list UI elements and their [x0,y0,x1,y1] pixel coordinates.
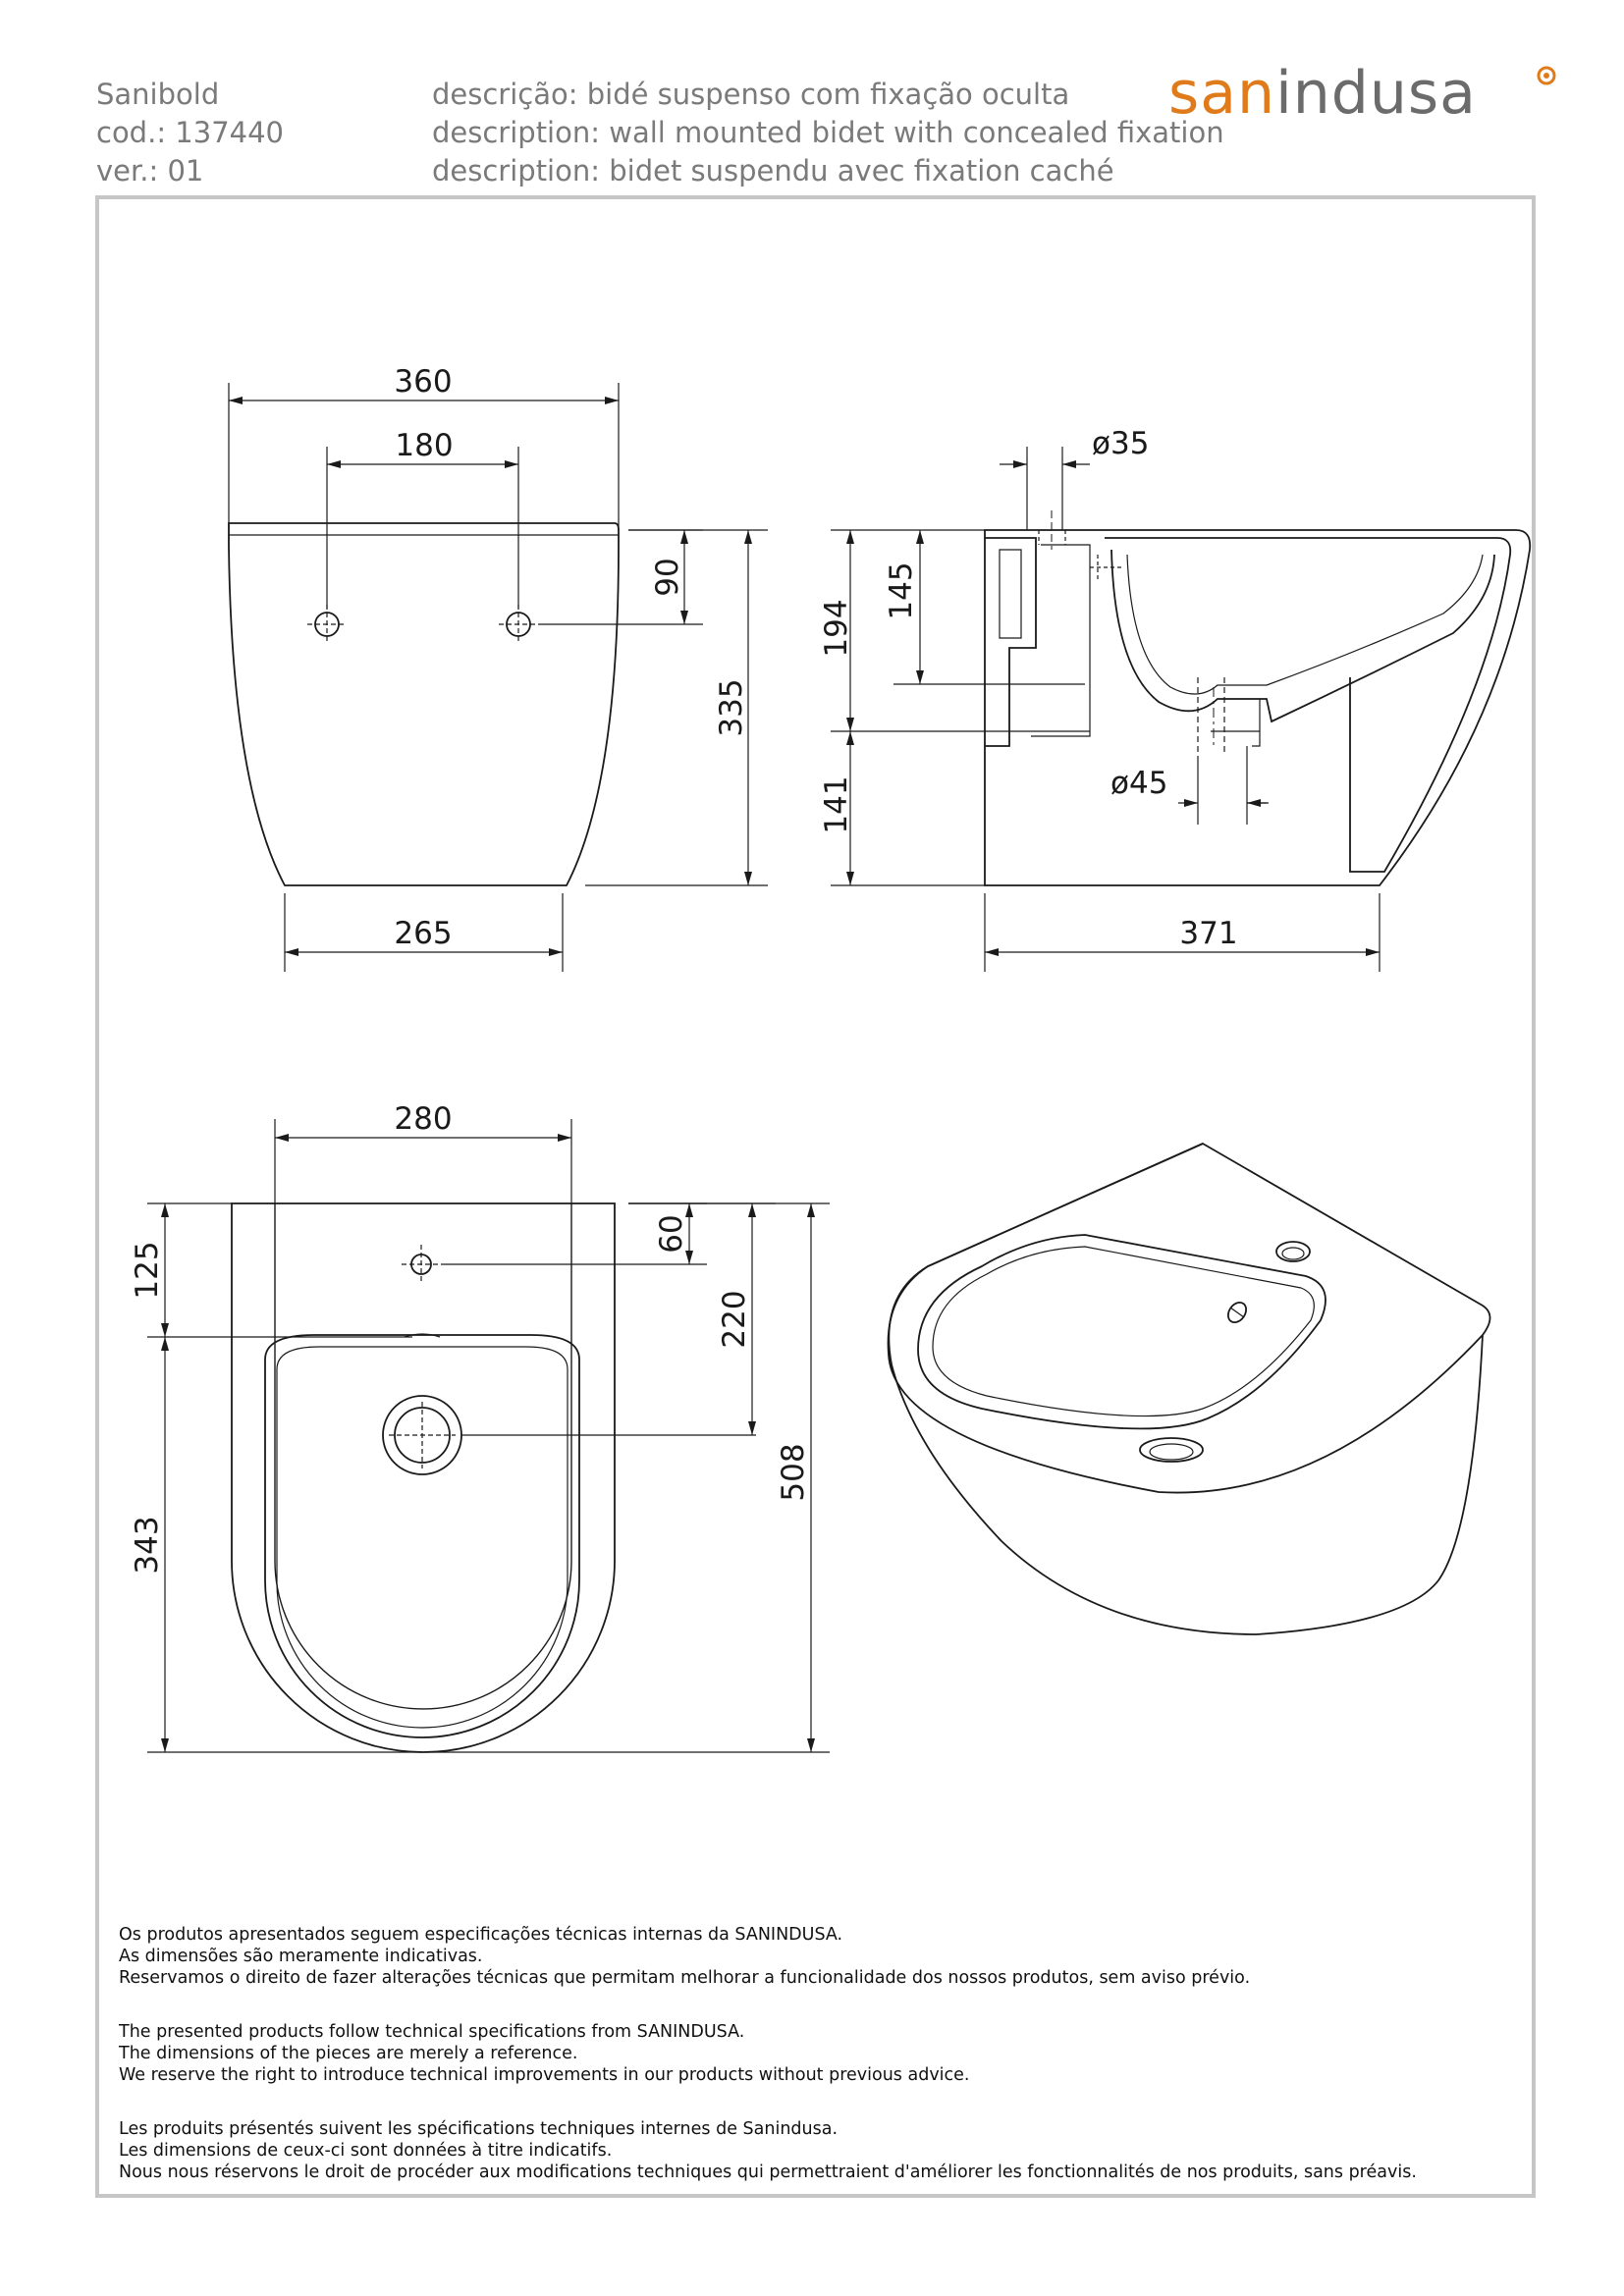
note-line: Os produtos apresentados seguem especificações técnicas internas da SANINDUSA. [119,1925,843,1945]
description-pt: descrição: bidé suspenso com fixação oculta [432,78,1070,111]
note-line: Nous nous réservons le droit de procéder aux modifications techniques qui permettraient d'améliorer les fonctionnalités de nos produits, sans préavis. [119,2163,1417,2182]
perspective-outer-outline [889,1144,1489,1634]
dim-top-drain-offset: 220 [717,1290,752,1349]
dim-side-total-depth-upper: 194 [819,599,854,658]
front-view [229,523,703,885]
dim-front-height: 335 [714,678,749,737]
top-view-outer-outline [232,1203,615,1752]
perspective-view [889,1144,1490,1634]
logo-part-indusa: indusa [1275,59,1477,128]
product-version: ver.: 01 [96,154,204,187]
description-en: description: wall mounted bidet with concealed fixation [432,116,1224,149]
dim-top-bowl-length: 343 [130,1516,165,1575]
front-view-outline [229,523,619,885]
dim-front-tap-height: 90 [650,558,685,597]
notes-french [119,2118,1417,2183]
top-view [232,1203,756,1752]
dim-front-tap-spacing: 180 [395,428,454,463]
top-drain [383,1396,756,1474]
dim-front-top-width: 360 [394,364,453,400]
notes-english [119,2021,970,2086]
note-line: The dimensions of the pieces are merely a reference. [119,2044,578,2063]
note-line: The presented products follow technical specifications from SANINDUSA. [119,2022,745,2042]
dim-side-hole-diameter: ø35 [1092,426,1150,461]
dim-side-upper-depth: 145 [884,561,919,620]
side-back-wall [985,538,1036,746]
dim-top-total-length: 508 [776,1443,811,1502]
side-bowl-curve [1111,550,1494,721]
notes-portuguese [119,1924,1250,1989]
dim-side-lower-height: 141 [819,775,854,834]
dim-top-hole-offset: 60 [654,1214,689,1254]
perspective-drain [1140,1438,1203,1462]
product-code: cod.: 137440 [96,116,285,149]
note-line: We reserve the right to introduce technical improvements in our products without previous advice. [119,2065,970,2085]
note-line: Les dimensions de ceux-ci sont données à titre indicatifs. [119,2141,613,2161]
note-line: As dimensões são meramente indicativas. [119,1947,483,1966]
dim-front-bottom-width: 265 [394,916,453,951]
front-view-dimensions [229,383,768,972]
logo-part-san: san [1168,59,1276,128]
description-fr: description: bidet suspendu avec fixation caché [432,154,1114,187]
perspective-bowl-outer [918,1235,1326,1428]
dim-side-length: 371 [1179,916,1238,951]
side-outer-outline [985,530,1530,885]
perspective-tap-hole [1276,1242,1310,1261]
dim-side-drain-diameter: ø45 [1110,766,1168,801]
dim-top-width: 280 [394,1101,453,1137]
side-section-view [985,510,1530,885]
front-tap-hole-left [307,605,347,644]
front-tap-hole-right [499,605,703,644]
product-name: Sanibold [96,78,220,111]
perspective-bowl-inner [933,1247,1314,1416]
top-view-inner-rim [275,1203,571,1709]
note-line: Reservamos o direito de fazer alterações técnicas que permitam melhorar a funcionalidade dos nossos produtos, sem aviso prévio. [119,1968,1251,1988]
dim-top-front-offset: 125 [130,1241,165,1300]
note-line: Les produits présentés suivent les spécifications techniques internes de Sanindusa. [119,2119,839,2139]
perspective-rim-top [889,1144,1484,1493]
side-bowl-inner-curve [1127,555,1483,694]
